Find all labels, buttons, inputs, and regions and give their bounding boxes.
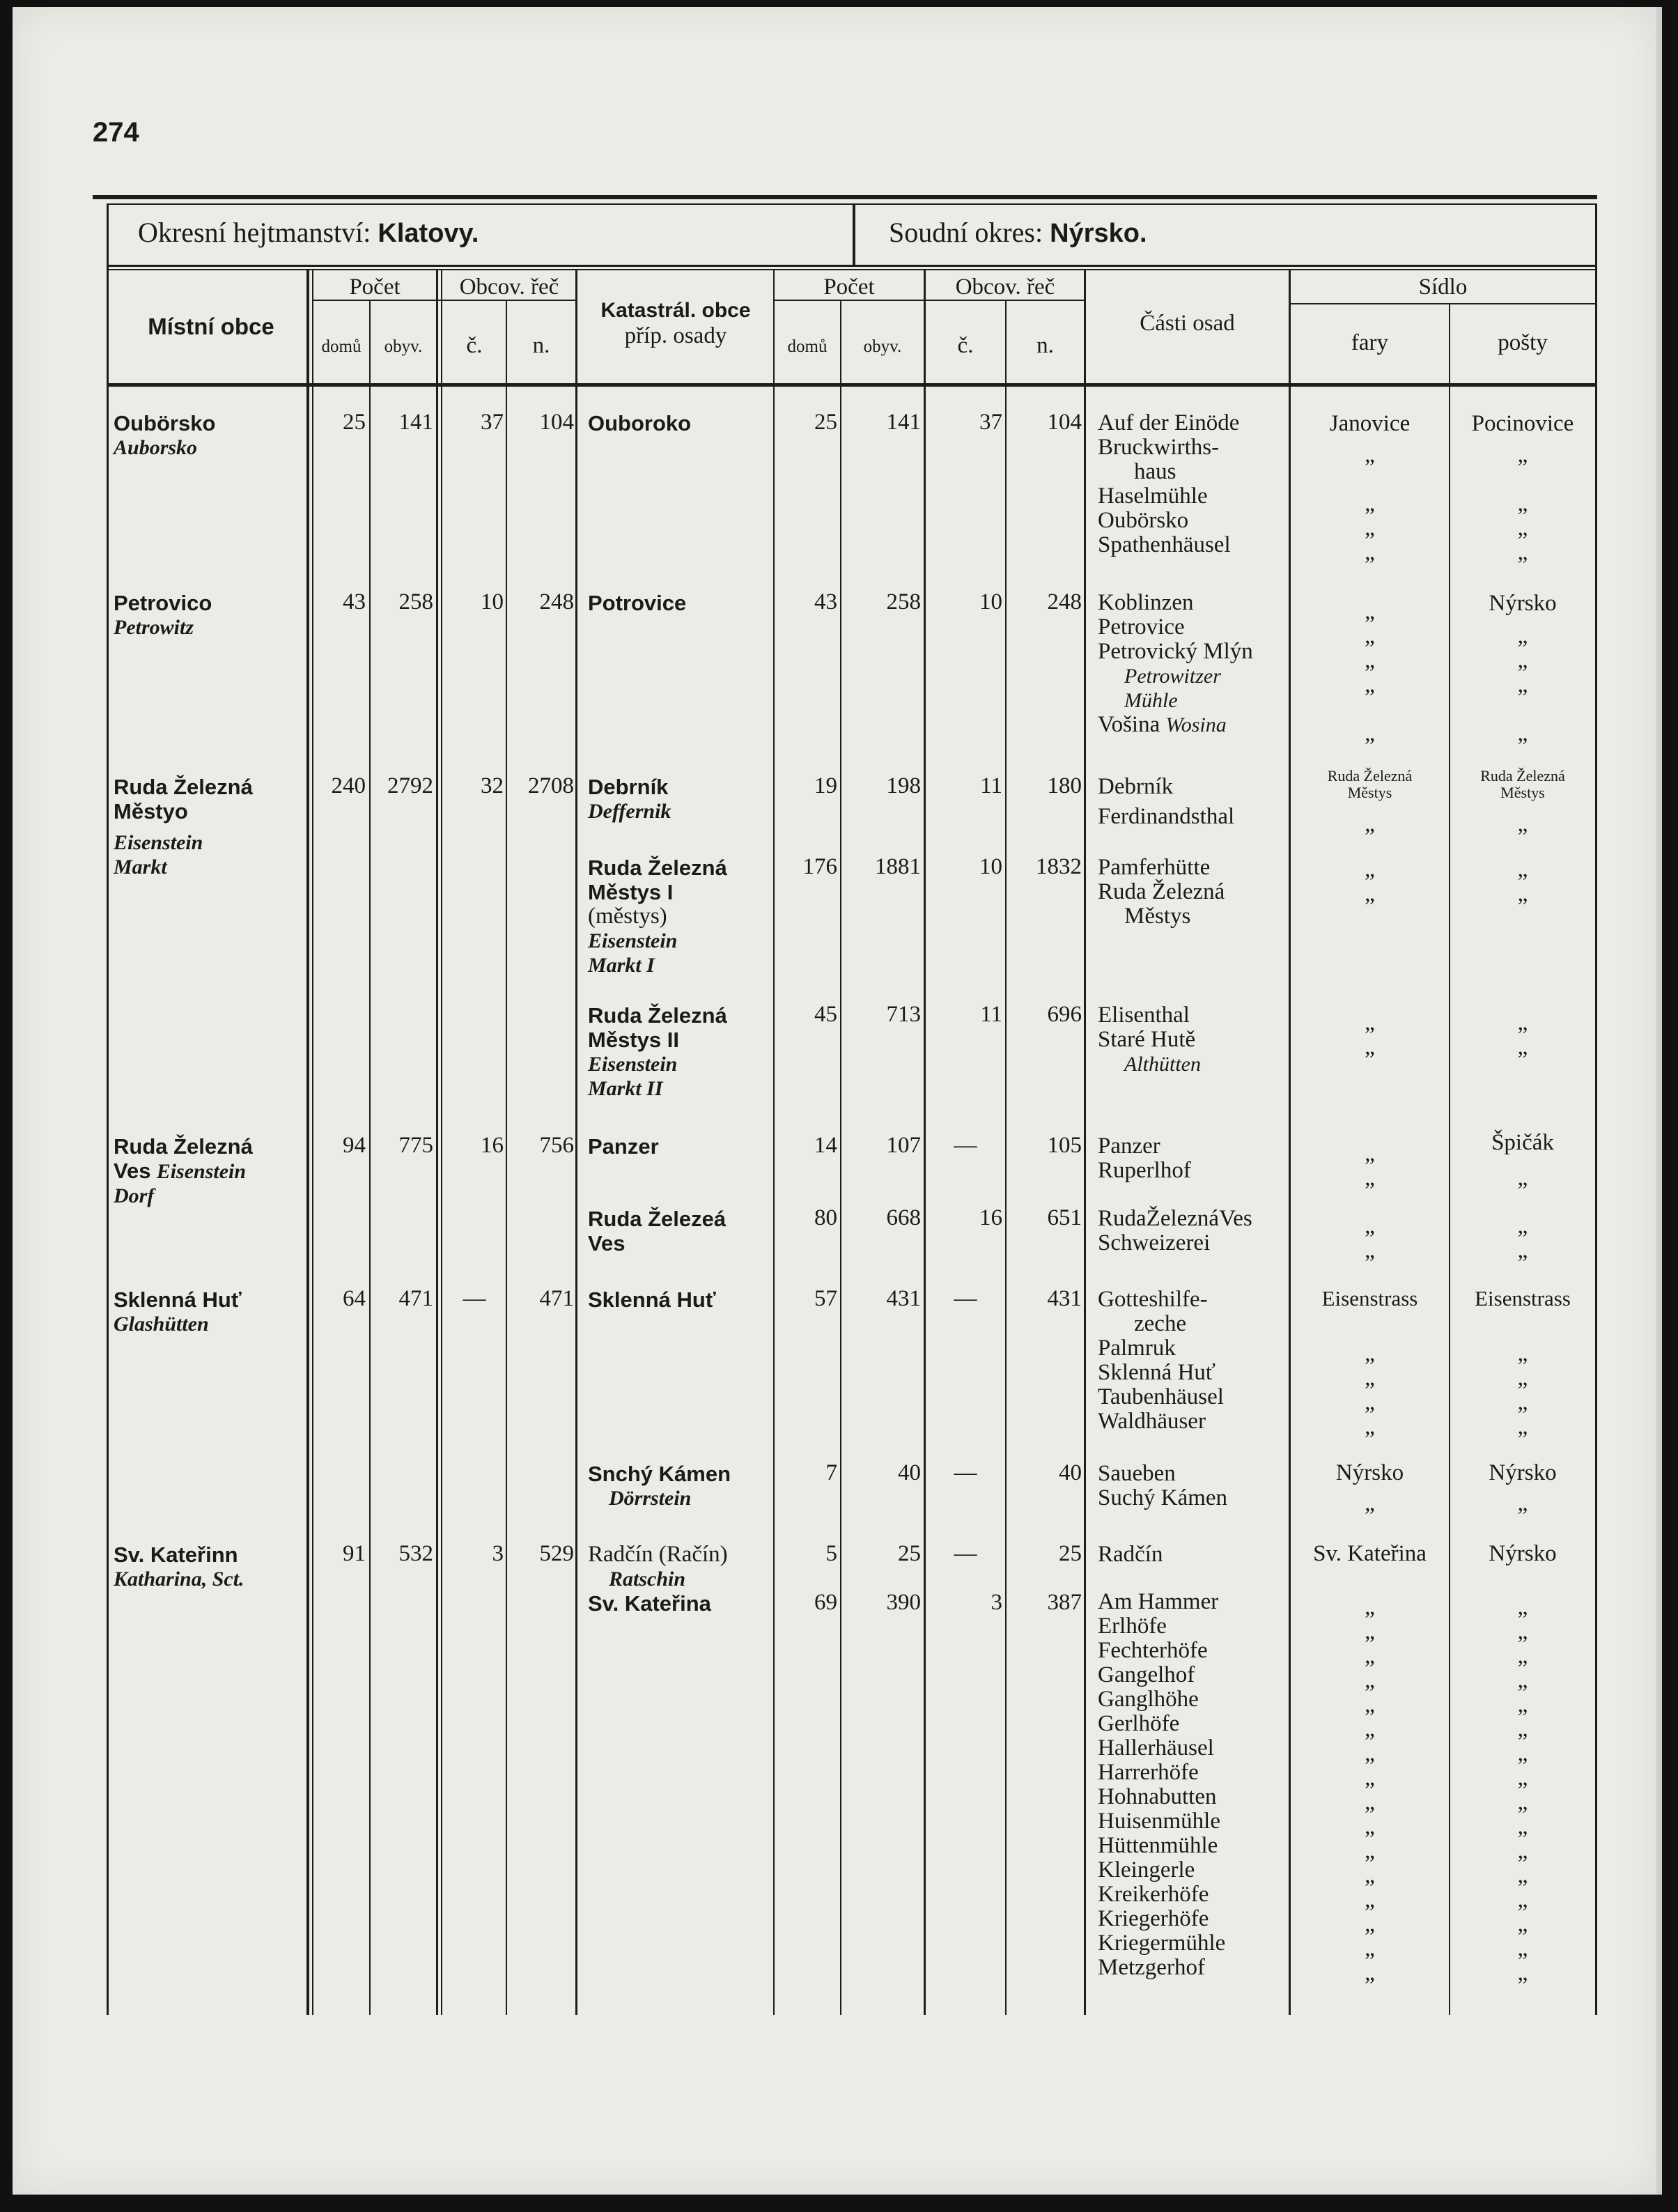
m-obyv: 258 [398,589,433,614]
m-domu: 64 [343,1286,366,1311]
seat-fara: Eisenstrass [1321,1286,1418,1310]
municipality-oubörsko: Oubörsko Auborsko [114,411,216,459]
cadastral-name: Panzer [588,1134,659,1159]
k-n: 387 [1047,1590,1082,1615]
header-obcov-rec: Obcov. řeč [459,274,559,300]
ditto: „ [1365,599,1375,624]
k-c: 10 [979,854,1002,879]
k-obyv: 431 [886,1286,921,1311]
k-domu: 176 [802,854,837,879]
ditto: „ [1517,540,1528,565]
header-n: n. [532,333,550,358]
court-title: Soudní okres: Nýrsko. [889,217,1147,248]
k-c: — [954,1286,977,1311]
ditto: „ [1365,624,1375,649]
m-obyv: 141 [398,410,433,435]
parts-list: Radčín [1098,1542,1163,1567]
m-domu: 240 [331,773,366,798]
ditto: „ [1365,721,1375,746]
ditto: „ [1517,1390,1528,1415]
right-border [1595,203,1597,2015]
k-c: — [954,1541,977,1566]
top-double-rule [93,195,1597,199]
m-n: 471 [539,1286,574,1311]
header-obyv-2: obyv. [863,337,902,356]
header-sidlo: Sídlo [1418,274,1468,300]
m-obyv: 775 [398,1133,433,1158]
subheader-rule [1289,303,1595,304]
k-domu: 25 [814,410,837,435]
ditto: „ [1517,491,1528,516]
ditto: „ [1365,648,1375,673]
m-n: 104 [539,410,574,435]
k-n: 180 [1047,773,1082,798]
ditto: „ [1365,1010,1375,1035]
k-n: 248 [1047,589,1082,614]
k-domu: 14 [814,1133,837,1158]
title-rule [107,265,1597,267]
parts-list: Saueben Suchý Kámen [1098,1461,1228,1510]
ditto: „ [1365,881,1375,906]
ditto: „ [1365,491,1375,516]
parts-list: Auf der Einöde Bruckwirths- haus Haselmühle Oubörsko Spathenhäusel [1098,410,1240,557]
ditto: „ [1365,442,1375,467]
col-rule [575,270,577,2015]
left-border [107,203,109,2015]
parts-list: Am Hammer Erlhöfe Fechterhöfe Gangelhof Ganglhöhe Gerlhöfe Hallerhäusel Harrerhöfe Hohnabutten Huisenmühle Hüttenmühle Kleingerle Kreikerhöfe Kriegerhöfe Kriegermühle Metzgerhof [1098,1589,1226,1980]
ditto: „ [1365,540,1375,565]
scanned-page [13,7,1662,2195]
m-domu: 94 [343,1133,366,1158]
ditto: „ [1517,857,1528,882]
k-domu: 45 [814,1002,837,1027]
ditto: „ [1365,1390,1375,1415]
k-domu: 80 [814,1205,837,1230]
k-obyv: 107 [886,1133,921,1158]
k-domu: 57 [814,1286,837,1311]
header-bottom-rule [107,383,1597,387]
k-domu: 5 [825,1541,837,1566]
ditto: „ [1365,1238,1375,1263]
m-obyv: 471 [398,1286,433,1311]
k-c: — [954,1133,977,1158]
k-obyv: 668 [886,1205,921,1230]
k-obyv: 141 [886,410,921,435]
k-c: 11 [980,1002,1002,1027]
k-c: 3 [991,1590,1002,1615]
parts-list: Elisenthal Staré Hutě Althütten [1098,1003,1201,1076]
k-c: 16 [979,1205,1002,1230]
parts-list: Koblinzen Petrovice Petrovický Mlýn Petrowitzer Mühle Vošina Wosina [1098,590,1253,737]
k-domu: 69 [814,1590,837,1615]
col-rule [436,270,438,2015]
k-n: 105 [1047,1133,1082,1158]
municipality-sv-katerina: Sv. Kateřinn Katharina, Sct. [114,1542,244,1591]
k-obyv: 40 [898,1460,921,1485]
m-c: 32 [481,773,504,798]
ditto: „ [1517,812,1528,837]
header-c: č. [466,333,483,358]
k-obyv: 25 [898,1541,921,1566]
k-n: 431 [1047,1286,1082,1311]
ditto: „ [1517,1035,1528,1060]
ditto-column-posta: „ „ „ „ „ „ „ „ „ „ „ „ „ „ „ „ [1517,1595,1528,1986]
ditto: „ [1517,1214,1528,1239]
parts-list: RudaŽeleznáVes Schweizerei [1098,1206,1252,1255]
header-katastr: Katastrál. obce příp. osady [600,299,751,348]
header-domu: domů [321,337,362,356]
header-c-2: č. [957,333,974,358]
k-c: 10 [979,589,1002,614]
cadastral-radcin: Radčín (Račín) Ratschin [588,1542,728,1591]
k-n: 104 [1047,410,1082,435]
cadastral-ruda-ves: Ruda Železeá Ves [588,1207,727,1255]
ditto: „ [1517,648,1528,673]
ditto: „ [1365,1166,1375,1191]
k-c: — [954,1460,977,1485]
seat-fara: Sv. Kateřina [1313,1541,1427,1566]
cadastral-name: Sv. Kateřina [588,1591,711,1616]
ditto: „ [1517,442,1528,467]
ditto: „ [1517,1166,1528,1191]
ditto: „ [1365,1491,1375,1516]
seat-posta: Nýrsko [1489,1460,1557,1485]
ditto: „ [1365,857,1375,882]
ditto: „ [1517,881,1528,906]
cadastral-suchy-kamen: Snchý Kámen Dörrstein [588,1462,731,1510]
ditto: „ [1517,672,1528,697]
ditto: „ [1365,812,1375,837]
k-obyv: 713 [886,1002,921,1027]
k-obyv: 390 [886,1590,921,1615]
k-obyv: 1881 [875,854,921,879]
municipality-ruda-mestys: Ruda Železná Městyo Eisenstein Markt [114,775,253,879]
k-obyv: 258 [886,589,921,614]
k-obyv: 198 [886,773,921,798]
ditto: „ [1517,516,1528,541]
col-rule [306,270,309,2015]
cadastral-ruda-mestys-1: Ruda Železná Městys I (městys) Eisenstein Markt I [588,856,727,977]
k-n: 696 [1047,1002,1082,1027]
municipality-ruda-ves: Ruda Železná Ves Eisenstein Dorf [114,1134,253,1207]
title-divider [853,203,855,266]
m-c: 37 [481,410,504,435]
top-thin-rule [107,203,1597,205]
ditto: „ [1517,1414,1528,1439]
m-obyv: 532 [398,1541,433,1566]
seat-posta: Nýrsko [1489,591,1557,616]
m-n: 756 [539,1133,574,1158]
k-c: 11 [980,773,1002,798]
m-c: 3 [492,1541,504,1566]
k-n: 1832 [1036,854,1082,879]
ditto: „ [1365,1214,1375,1239]
k-domu: 19 [814,773,837,798]
header-domu-2: domů [787,337,828,356]
ditto: „ [1365,516,1375,541]
cadastral-debrnik: Debrník Deffernik [588,775,671,823]
ditto: „ [1517,1010,1528,1035]
ditto: „ [1365,1341,1375,1366]
ditto: „ [1365,1141,1375,1166]
parts-list: Panzer Ruperlhof [1098,1134,1191,1183]
k-c: 37 [979,410,1002,435]
parts-list: Pamferhütte Ruda Železná Městys [1098,855,1225,929]
k-domu: 43 [814,589,837,614]
m-obyv: 2792 [387,773,433,798]
ditto: „ [1365,1035,1375,1060]
k-n: 651 [1047,1205,1082,1230]
k-domu: 7 [825,1460,837,1485]
municipality-sklenna-hut: Sklenná Huť Glashütten [114,1287,242,1336]
ditto: „ [1517,721,1528,746]
header-fary: fary [1351,330,1389,355]
seat-posta: Nýrsko [1489,1541,1557,1566]
seat-posta: Eisenstrass [1475,1286,1571,1310]
page-number: 274 [93,117,139,148]
ditto-column-fara: „ „ „ „ „ „ „ „ „ „ „ „ „ „ „ „ [1365,1595,1375,1986]
header-n-2: n. [1036,333,1054,358]
header-obyv: obyv. [384,337,423,356]
m-n: 248 [539,589,574,614]
ditto: „ [1517,1366,1528,1391]
header-casti-osad: Části osad [1140,311,1235,336]
seat-fara: Janovice [1329,411,1411,436]
m-n: 2708 [528,773,574,798]
parts-list: Gotteshilfe- zeche Palmruk Sklenná Huť Taubenhäusel Waldhäuser [1098,1287,1224,1434]
m-domu: 25 [343,410,366,435]
m-n: 529 [539,1541,574,1566]
cadastral-name: Sklenná Huť [588,1287,716,1312]
ditto: „ [1517,1238,1528,1263]
k-n: 40 [1059,1460,1082,1485]
col-rule [1084,270,1086,2015]
seat-posta: Pocinovice [1471,411,1574,436]
header-mistni-obce: Místní obce [148,314,274,339]
title-rule-2 [107,269,1597,270]
ditto: „ [1517,1491,1528,1516]
cadastral-ruda-mestys-2: Ruda Železná Městys II Eisenstein Markt II [588,1003,727,1100]
header-pocet-2: Počet [823,274,875,300]
header-obcov-rec-2: Obcov. řeč [955,274,1055,300]
seat-posta: Špičák [1491,1130,1554,1155]
ditto: „ [1517,624,1528,649]
m-c: 16 [481,1133,504,1158]
district-title: Okresní hejtmanství: Klatovy. [138,217,479,248]
municipality-petrovico: Petrovico Petrowitz [114,591,212,639]
ditto: „ [1365,672,1375,697]
header-posty: pošty [1498,330,1548,355]
k-n: 25 [1059,1541,1082,1566]
m-c: 10 [481,589,504,614]
seat-fara-ruda: Ruda Železná Městys [1327,767,1413,801]
ditto: „ [1365,1414,1375,1439]
cadastral-name: Potrovice [588,591,687,615]
seat-posta-ruda: Ruda Železná Městys [1480,767,1565,801]
cadastral-name: Ouboroko [588,411,692,435]
m-domu: 43 [343,589,366,614]
ditto: „ [1517,1341,1528,1366]
m-domu: 91 [343,1541,366,1566]
seat-fara: Nýrsko [1335,1460,1404,1485]
ditto: „ [1365,1366,1375,1391]
header-pocet: Počet [349,274,401,300]
parts-list: Debrník Ferdinandsthal [1098,774,1235,829]
m-c: — [463,1286,486,1311]
